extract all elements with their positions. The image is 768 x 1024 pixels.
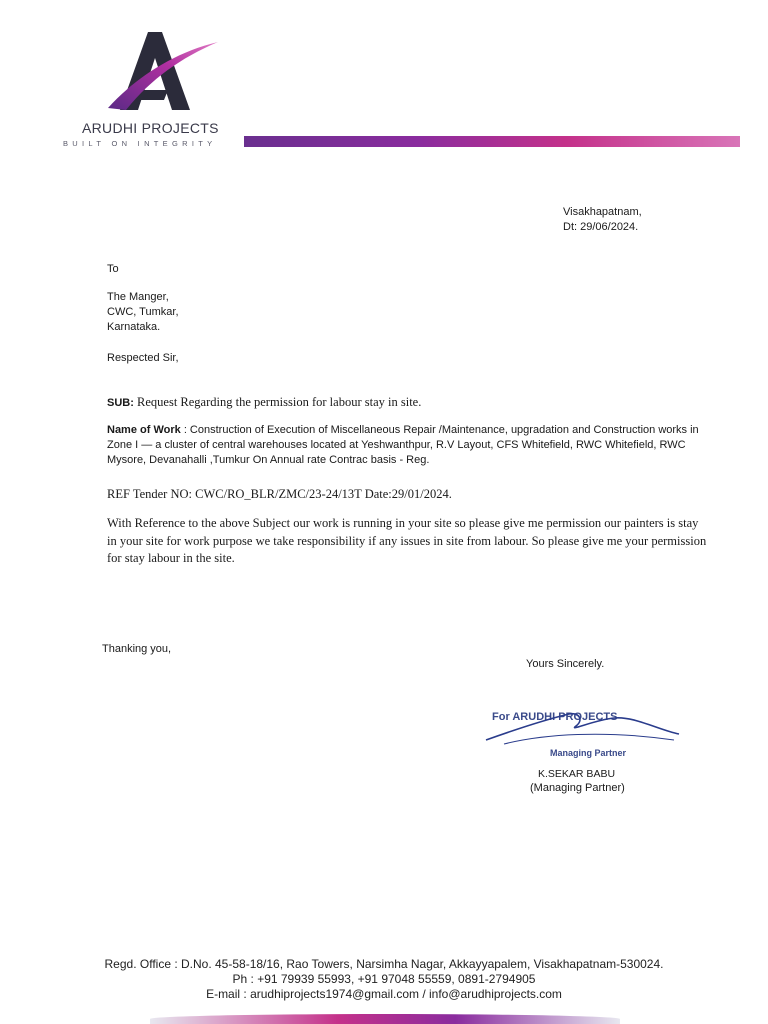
company-logo-icon [100, 28, 224, 112]
company-name: ARUDHI PROJECTS [82, 120, 219, 136]
stamp-title-text: Managing Partner [550, 748, 627, 758]
signatory-name: K.SEKAR BABU [538, 768, 616, 780]
footer-phone: Ph : +91 79939 55993, +91 97048 55559, 0891-2794905 [232, 972, 536, 986]
signature-stamp [484, 690, 684, 760]
header-gradient-bar [244, 136, 740, 147]
yours-sincerely: Yours Sincerely. [526, 658, 605, 670]
name-of-work [107, 423, 722, 468]
signatory-title: (Managing Partner) [530, 782, 625, 794]
work-text: : Construction of Execution of Miscellaneous Repair /Maintenance, upgradation and Construction works in Zone I — a cluster of central warehouses located at Yeshwanthpur, R.V Layout, CFS Whitefield, RWC Whitefield, RWC Mysore, Devanahalli ,Tumkur On Annual rate Contrac basis - Reg. [107, 424, 699, 466]
address-line: The Manger, [107, 291, 169, 303]
recipient-address [107, 290, 179, 335]
closing-thanks: Thanking you, [102, 643, 172, 655]
subject-label: SUB: [107, 397, 134, 409]
to-label: To [107, 263, 119, 275]
letter-date: Dt: 29/06/2024. [563, 221, 639, 233]
company-tagline: BUILT ON INTEGRITY [63, 139, 217, 148]
signature-underline [504, 734, 674, 744]
footer-office-address: Regd. Office : D.No. 45-58-18/16, Rao Towers, Narsimha Nagar, Akkayyapalem, Visakhapatnam-530024. [104, 957, 664, 971]
tender-reference: REF Tender NO: CWC/RO_BLR/ZMC/23-24/13T Date:29/01/2024. [107, 487, 452, 501]
address-line: Karnataka. [107, 321, 161, 333]
stamp-company-text: For ARUDHI PROJECTS [492, 711, 618, 723]
subject-text: Request Regarding the permission for labour stay in site. [133, 395, 422, 409]
work-label: Name of Work [107, 424, 181, 436]
address-line: CWC, Tumkar, [107, 306, 179, 318]
letter-body: With Reference to the above Subject our work is running in your site so please give me permission our painters is stay in your site for work purpose we take responsibility if any issues in site from labour. So please give me your permission for stay labour in the site. [107, 516, 707, 565]
footer-email: E-mail : arudhiprojects1974@gmail.com / info@arudhiprojects.com [206, 987, 562, 1001]
subject-line [107, 394, 421, 413]
salutation: Respected Sir, [107, 352, 179, 364]
footer-gradient-bar [150, 1014, 620, 1024]
letter-place: Visakhapatnam, [563, 206, 642, 218]
